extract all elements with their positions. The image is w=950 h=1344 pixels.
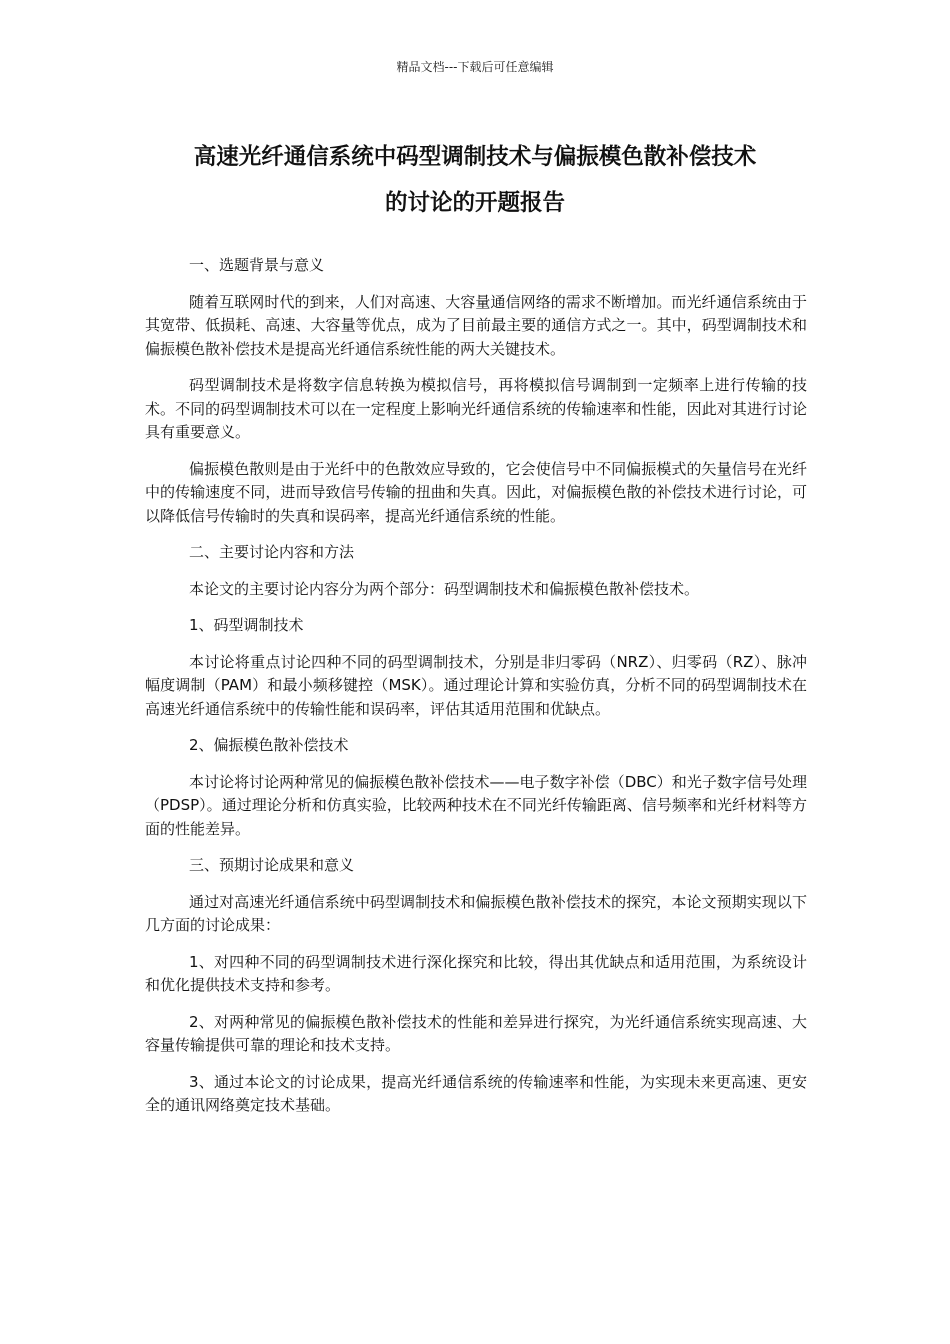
title-line-2: 的讨论的开题报告: [384, 190, 565, 216]
paragraph-pmd-compensation: 本讨论将讨论两种常见的偏振模色散补偿技术——电子数字补偿（DBC）和光子数字信号处理（PDSP）。通过理论分析和仿真实验，比较两种技术在不同光纤传输距离、信号频率和光纤材料等方面的性能差异。: [145, 772, 807, 838]
paragraph-background-3: 偏振模色散则是由于光纤中的色散效应导致的，它会使信号中不同偏振模式的矢量信号在光纤中的传输速度不同，进而导致信号传输的扭曲和失真。因此，对偏振模色散的补偿技术进行讨论，可以降低信号传输时的失真和误码率，提高光纤通信系统的性能。: [145, 459, 807, 525]
subheading-modulation: 1、码型调制技术: [189, 616, 304, 634]
paragraph-outcomes-intro: 通过对高速光纤通信系统中码型调制技术和偏振模色散补偿技术的探究，本论文预期实现以下几方面的讨论成果：: [145, 892, 807, 934]
page-header-note: 精品文档---下载后可任意编辑: [396, 60, 554, 74]
section-heading-content: 二、主要讨论内容和方法: [189, 543, 355, 561]
paragraph-outcome-1: 1、对四种不同的码型调制技术进行深化探究和比较，得出其优缺点和适用范围，为系统设计和优化提供技术支持和参考。: [145, 952, 807, 994]
document-body: [145, 254, 807, 1131]
document-title: [130, 134, 820, 226]
paragraph-content-intro: 本论文的主要讨论内容分为两个部分：码型调制技术和偏振模色散补偿技术。: [189, 579, 700, 598]
paragraph-background-1: 随着互联网时代的到来，人们对高速、大容量通信网络的需求不断增加。而光纤通信系统由于其宽带、低损耗、高速、大容量等优点，成为了目前最主要的通信方式之一。其中，码型调制技术和偏振模色散补偿技术是提高光纤通信系统性能的两大关键技术。: [145, 292, 807, 358]
title-line-1: 高速光纤通信系统中码型调制技术与偏振模色散补偿技术: [193, 144, 757, 170]
paragraph-outcome-3: 3、通过本论文的讨论成果，提高光纤通信系统的传输速率和性能，为实现未来更高速、更安全的通讯网络奠定技术基础。: [145, 1072, 807, 1114]
paragraph-background-2: 码型调制技术是将数字信息转换为模拟信号，再将模拟信号调制到一定频率上进行传输的技术。不同的码型调制技术可以在一定程度上影响光纤通信系统的传输速率和性能，因此对其进行讨论具有重要意义。: [145, 376, 807, 441]
paragraph-modulation: 本讨论将重点讨论四种不同的码型调制技术，分别是非归零码（NRZ）、归零码（RZ）、脉冲幅度调制（PAM）和最小频移键控（MSK）。通过理论计算和实验仿真，分析不同的码型调制技术在高速光纤通信系统中的传输性能和误码率，评估其适用范围和优缺点。: [145, 652, 807, 718]
subheading-pmd-compensation: 2、偏振模色散补偿技术: [189, 736, 349, 754]
paragraph-outcome-2: 2、对两种常见的偏振模色散补偿技术的性能和差异进行探究，为光纤通信系统实现高速、大容量传输提供可靠的理论和技术支持。: [145, 1012, 807, 1054]
section-heading-background: 一、选题背景与意义: [189, 256, 325, 274]
section-heading-outcomes: 三、预期讨论成果和意义: [189, 856, 355, 874]
